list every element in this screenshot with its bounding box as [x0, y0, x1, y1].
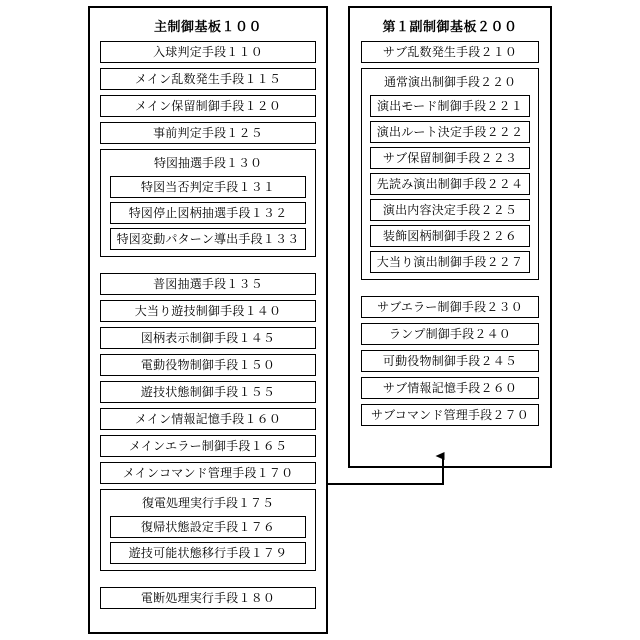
block-special-figure-stop-pattern-lottery[interactable]: 特図停止図柄抽選手段１３２ [110, 202, 306, 224]
block-production-content-decision[interactable]: 演出内容決定手段２２５ [370, 199, 530, 221]
block-sub-error-control[interactable]: サブエラー制御手段２３０ [361, 296, 539, 318]
group-power-recovery-process [100, 489, 316, 571]
group-power-recovery-process-title: 復電処理実行手段１７５ [141, 496, 274, 510]
block-playable-state-transition[interactable]: 遊技可能状態移行手段１７９ [110, 542, 306, 564]
block-jackpot-production-control[interactable]: 大当り演出制御手段２２７ [370, 251, 530, 273]
block-entry-judgment[interactable]: 入球判定手段１１０ [100, 41, 316, 63]
block-special-figure-variation-pattern-derivation[interactable]: 特図変動パターン導出手段１３３ [110, 228, 306, 250]
block-main-information-storage[interactable]: メイン情報記憶手段１６０ [100, 408, 316, 430]
block-sub-information-storage[interactable]: サブ情報記憶手段２６０ [361, 377, 539, 399]
block-normal-figure-lottery[interactable]: 普図抽選手段１３５ [100, 273, 316, 295]
block-production-mode-control[interactable]: 演出モード制御手段２２１ [370, 95, 530, 117]
spacer [350, 285, 550, 291]
sub-control-board-panel [348, 6, 552, 468]
main-control-board-panel [88, 6, 328, 634]
block-power-off-process-execution[interactable]: 電断処理実行手段１８０ [100, 587, 316, 609]
block-jackpot-game-control[interactable]: 大当り遊技制御手段１４０ [100, 300, 316, 322]
block-recovery-state-setting[interactable]: 復帰状態設定手段１７６ [110, 516, 306, 538]
sub-control-board-title: 第１副制御基板２００ [382, 20, 518, 35]
group-special-figure-lottery [100, 149, 316, 257]
block-main-error-control[interactable]: メインエラー制御手段１６５ [100, 435, 316, 457]
block-game-state-control[interactable]: 遊技状態制御手段１５５ [100, 381, 316, 403]
block-sub-random-generator[interactable]: サブ乱数発生手段２１０ [361, 41, 539, 63]
block-decorative-pattern-control[interactable]: 装飾図柄制御手段２２６ [370, 225, 530, 247]
block-sub-command-manager[interactable]: サブコマンド管理手段２７０ [361, 404, 539, 426]
block-special-figure-hit-judgment[interactable]: 特図当否判定手段１３１ [110, 176, 306, 198]
block-main-command-manager[interactable]: メインコマンド管理手段１７０ [100, 462, 316, 484]
group-special-figure-lottery-title: 特図抽選手段１３０ [153, 156, 262, 170]
block-movable-accessory-control[interactable]: 可動役物制御手段２４５ [361, 350, 539, 372]
block-look-ahead-production-control[interactable]: 先読み演出制御手段２２４ [370, 173, 530, 195]
block-pattern-display-control[interactable]: 図柄表示制御手段１４５ [100, 327, 316, 349]
block-main-random-generator[interactable]: メイン乱数発生手段１１５ [100, 68, 316, 90]
main-control-board-title: 主制御基板１００ [153, 20, 262, 35]
block-lamp-control[interactable]: ランプ制御手段２４０ [361, 323, 539, 345]
block-electric-accessory-control[interactable]: 電動役物制御手段１５０ [100, 354, 316, 376]
block-production-route-decision[interactable]: 演出ルート決定手段２２２ [370, 121, 530, 143]
group-normal-production-control [361, 68, 539, 280]
spacer [90, 576, 326, 582]
group-normal-production-control-title: 通常演出制御手段２２０ [383, 75, 516, 89]
spacer [90, 262, 326, 268]
block-sub-hold-control[interactable]: サブ保留制御手段２２３ [370, 147, 530, 169]
block-main-hold-control[interactable]: メイン保留制御手段１２０ [100, 95, 316, 117]
block-pre-judgment[interactable]: 事前判定手段１２５ [100, 122, 316, 144]
